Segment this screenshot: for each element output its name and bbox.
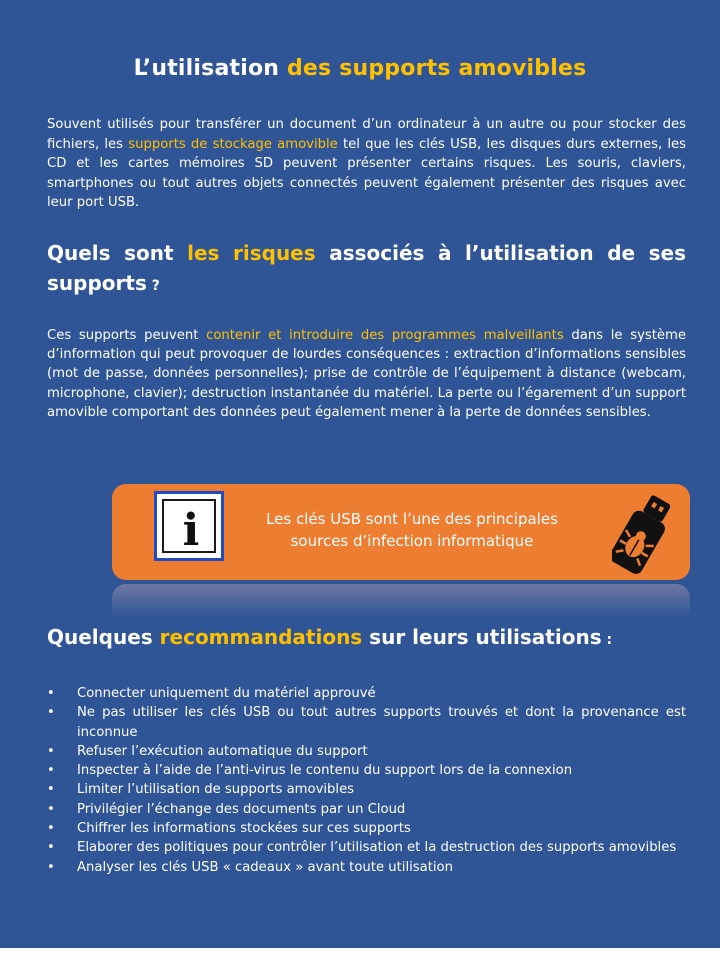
title-part-1: L’utilisation [133,56,287,81]
list-item [47,742,686,761]
callout-line-2: sources d’infection informatique [290,532,534,550]
list-item [47,800,686,819]
info-letter: i [182,505,200,555]
list-item [47,780,686,799]
rec-heading-highlight: recommandations [159,625,363,649]
bullet: • [47,763,55,779]
bullet: • [47,686,55,701]
list-item-text: Inspecter à l’aide de l’anti-virus le contenu du support lors de la connexion [77,763,573,779]
title-highlight: des supports amovibles [286,56,587,81]
bullet: • [47,743,55,759]
bullet: • [47,840,55,856]
list-item-text: Limiter l’utilisation de supports amovibles [77,782,355,798]
risks-text-before: Ces supports peuvent [47,328,207,343]
list-item-text: Privilégier l’échange des documents par un Cloud [77,801,406,817]
list-item-text: Ne pas utiliser les clés USB ou tout autres supports trouvés et dont la provenance est inconnue [77,705,686,740]
risks-heading-part-1: Quels sont [47,241,188,265]
risks-paragraph [47,326,686,422]
list-item [47,703,686,742]
usb-malware-icon [612,492,670,576]
usb-warning-callout [112,484,690,580]
list-item [47,819,686,838]
risks-highlight: contenir et introduire des programmes malveillants [206,328,564,343]
rec-heading-part-2: sur leurs utilisations [362,625,602,649]
risks-heading-question-mark: ? [146,278,160,294]
list-item [47,858,686,877]
bullet: • [47,782,55,798]
page-title [0,56,720,81]
list-item-text: Connecter uniquement du matériel approuvé [77,686,376,701]
list-item [47,761,686,780]
bullet: • [47,801,55,817]
list-item [47,684,686,703]
recommendations-list [47,684,686,877]
information-icon [154,491,224,561]
list-item-text: Elaborer des politiques pour contrôler l’utilisation et la destruction des supports amovibles [77,840,677,856]
bullet: • [47,859,55,875]
intro-text-after: tel que les clés USB, les disques durs externes, les CD et les cartes mémoires SD peuvent présenter certains risques. Les souris, claviers, smartphones ou tout autres objets connectés peuvent également présenter des risques avec leur port USB. [47,136,686,210]
risks-text-after: dans le système d’information qui peut provoquer de lourdes conséquences : extraction d’informations sensibles (mot de passe, données personnelles); prise de contrôle de l’équipement à distance (webcam, microphone, clavier); destruction instantanée du matériel. La perte ou l’égarement d’un support amovible comportant des données peut également mener à la perte de données sensibles. [47,328,687,420]
intro-highlight: supports de stockage amovible [128,136,338,152]
intro-paragraph [47,115,686,213]
list-item-text: Chiffrer les informations stockées sur ces supports [77,821,411,837]
page-bottom-edge [0,948,720,960]
bullet: • [47,705,55,721]
callout-reflection [112,584,690,618]
intro-text-before: Souvent utilisés pour transférer un document d’un ordinateur à un autre ou pour stocker des fichiers, les [47,117,686,152]
list-item-text: Analyser les clés USB « cadeaux » avant toute utilisation [77,859,453,875]
risks-heading-part-2: associés à l’utilisation de ses supports [47,241,687,295]
list-item [47,838,686,857]
callout-text [247,508,577,552]
callout-line-1: Les clés USB sont l’une des principales [266,510,558,528]
recommendations-heading [47,622,686,655]
rec-heading-colon: : [601,632,613,648]
list-item-text: Refuser l’exécution automatique du support [77,743,368,759]
risks-heading [47,238,686,301]
bullet: • [47,821,55,837]
risks-heading-highlight: les risques [187,241,316,265]
rec-heading-part-1: Quelques [47,625,160,649]
